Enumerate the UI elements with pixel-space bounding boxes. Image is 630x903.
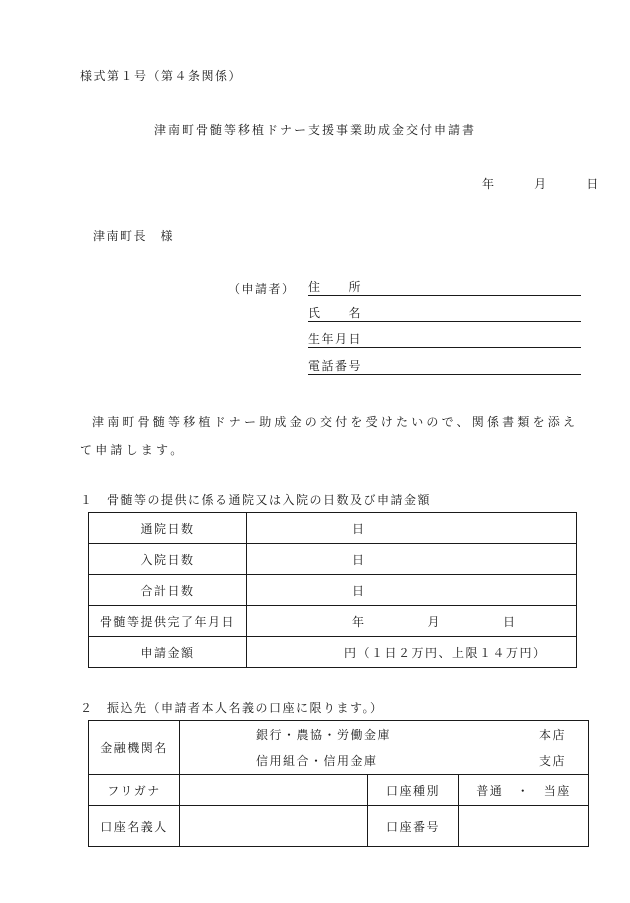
amount-cell[interactable] <box>247 637 577 668</box>
date-day: 日 <box>586 177 600 191</box>
table-row <box>89 544 577 575</box>
phone-field[interactable] <box>308 356 581 375</box>
bank-types-2: 信用組合・信用金庫 <box>256 753 378 768</box>
completion-month-unit: 月 <box>427 614 442 629</box>
account-type-options[interactable]: 普通 ・ 当座 <box>459 775 589 806</box>
section2-title: ２ 振込先（申請者本人名義の口座に限ります。） <box>80 701 384 715</box>
table-row <box>89 575 577 606</box>
name-field[interactable] <box>308 303 581 322</box>
bank-account-table <box>88 720 589 847</box>
total-days-cell[interactable] <box>247 575 577 606</box>
date-line <box>482 175 600 192</box>
completion-date-label: 骨髄等提供完了年月日 <box>89 606 247 637</box>
addressee: 津南町長 様 <box>93 229 175 243</box>
account-number-input[interactable] <box>459 806 589 847</box>
furigana-input[interactable] <box>180 775 368 806</box>
head-office-label: 本店 <box>538 727 566 742</box>
table-row <box>89 606 577 637</box>
name-label: 氏 名 <box>308 306 363 320</box>
branch-label: 支店 <box>538 753 566 768</box>
table-row <box>89 721 589 775</box>
applicant-label: （申請者） <box>228 282 296 296</box>
amount-note: 円（１日２万円、上限１４万円） <box>344 645 547 660</box>
table-row <box>89 513 577 544</box>
account-number-label: 口座番号 <box>368 806 459 847</box>
amount-label: 申請金額 <box>89 637 247 668</box>
account-holder-label: 口座名義人 <box>89 806 180 847</box>
furigana-label: フリガナ <box>89 775 180 806</box>
table-row <box>89 806 589 847</box>
total-days-label: 合計日数 <box>89 575 247 606</box>
birthdate-label: 生年月日 <box>308 332 363 346</box>
days-amount-table <box>88 512 577 668</box>
bank-line-1 <box>180 722 588 748</box>
inpatient-days-cell[interactable] <box>247 544 577 575</box>
account-type-label: 口座種別 <box>368 775 459 806</box>
outpatient-days-cell[interactable] <box>247 513 577 544</box>
date-month: 月 <box>534 177 548 191</box>
total-days-unit: 日 <box>352 583 366 598</box>
form-number: 様式第１号（第４条関係） <box>80 69 243 83</box>
inpatient-days-label: 入院日数 <box>89 544 247 575</box>
outpatient-days-unit: 日 <box>352 521 366 536</box>
completion-date-cell[interactable] <box>247 606 577 637</box>
phone-label: 電話番号 <box>308 359 363 373</box>
section1-title: １ 骨髄等の提供に係る通院又は入院の日数及び申請金額 <box>80 493 432 507</box>
inpatient-days-unit: 日 <box>352 552 366 567</box>
document-title: 津南町骨髄等移植ドナー支援事業助成金交付申請書 <box>153 123 476 137</box>
bank-name-cell[interactable] <box>180 721 589 775</box>
completion-year-unit: 年 <box>352 614 366 629</box>
table-row <box>89 775 589 806</box>
bank-line-2 <box>180 748 588 774</box>
outpatient-days-label: 通院日数 <box>89 513 247 544</box>
birthdate-field[interactable] <box>308 329 581 348</box>
address-field[interactable] <box>308 277 581 296</box>
application-statement: 津南町骨髄等移植ドナー助成金の交付を受けたいので、関係書類を添えて申請します。 <box>80 415 579 457</box>
bank-types-1: 銀行・農協・労働金庫 <box>256 727 392 742</box>
account-holder-input[interactable] <box>180 806 368 847</box>
bank-label: 金融機関名 <box>89 721 180 775</box>
table-row <box>89 637 577 668</box>
date-year: 年 <box>482 177 496 191</box>
address-label: 住 所 <box>308 280 363 294</box>
completion-day-unit: 日 <box>503 614 517 629</box>
